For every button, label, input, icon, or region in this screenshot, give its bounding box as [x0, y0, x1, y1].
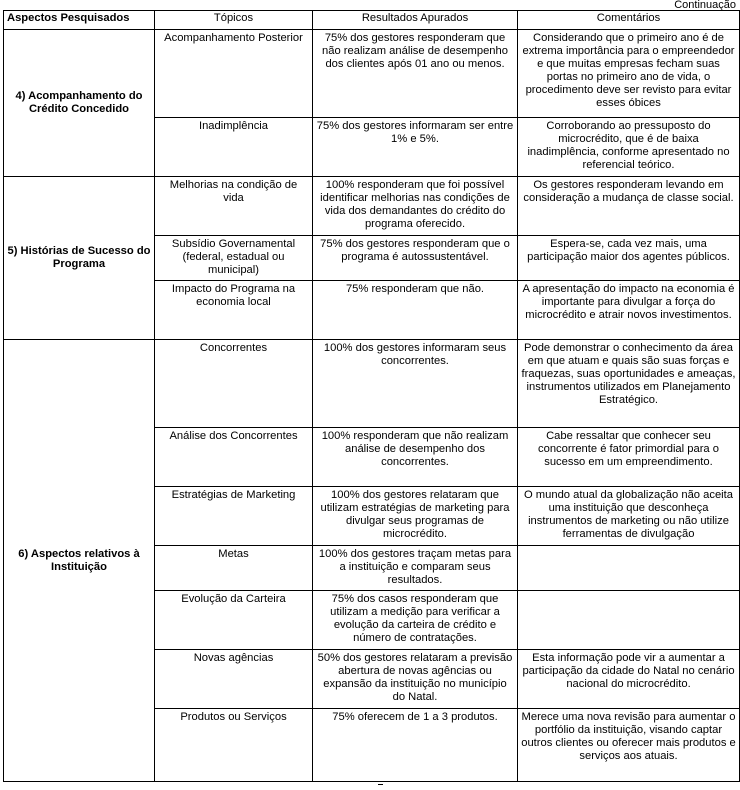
page-edge-mark: [378, 784, 383, 785]
topic-cell: Análise dos Concorrentes: [155, 428, 313, 487]
result-cell: 100% responderam que não realizam análise de desempenho dos concorrentes.: [313, 428, 518, 487]
comment-cell: Os gestores responderam levando em consideração a mudança de classe social.: [518, 177, 740, 236]
result-cell: 75% dos casos responderam que utilizam a medição para verificar a evolução da carteira de crédito e número de contratações.: [313, 591, 518, 650]
comment-cell: [518, 546, 740, 591]
header-aspectos: Aspectos Pesquisados: [4, 11, 155, 30]
topic-cell: Novas agências: [155, 650, 313, 709]
comment-cell: Pode demonstrar o conhecimento da área em que atuam e quais são suas forças e fraquezas, suas oportunidades e ameaças, instrumentos utilizados em Planejamento Estratégico.: [518, 340, 740, 428]
table-header-row: [4, 11, 740, 30]
header-topicos: Tópicos: [155, 11, 313, 30]
header-comentarios: Comentários: [518, 11, 740, 30]
aspect-cell: 6) Aspectos relativos à Instituição: [4, 340, 155, 782]
comment-cell: A apresentação do impacto na economia é importante para divulgar a força do microcrédito e atrair novos investimentos.: [518, 281, 740, 340]
result-cell: 75% oferecem de 1 a 3 produtos.: [313, 709, 518, 782]
table-row: [4, 30, 740, 118]
table-row: [4, 340, 740, 428]
comment-cell: Considerando que o primeiro ano é de extrema importância para o empreendedor e que muitas empresas fecham suas portas no primeiro ano de vida, o procedimento deve ser revisto para evitar esses óbices: [518, 30, 740, 118]
result-cell: 100% responderam que foi possível identificar melhorias nas condições de vida dos demandantes do crédito do programa oferecido.: [313, 177, 518, 236]
continuation-label: Continuação: [674, 0, 736, 11]
comment-cell: Merece uma nova revisão para aumentar o portfólio da instituição, visando captar outros clientes ou oferecer mais produtos e serviços aos atuais.: [518, 709, 740, 782]
topic-cell: Subsídio Governamental (federal, estadual ou municipal): [155, 236, 313, 281]
topic-cell: Acompanhamento Posterior: [155, 30, 313, 118]
result-cell: 100% dos gestores traçam metas para a instituição e comparam seus resultados.: [313, 546, 518, 591]
comment-cell: Cabe ressaltar que conhecer seu concorrente é fator primordial para o sucesso em um empreendimento.: [518, 428, 740, 487]
comment-cell: O mundo atual da globalização não aceita uma instituição que desconheça instrumentos de marketing ou não utilize ferramentas de divulgação: [518, 487, 740, 546]
result-cell: 100% dos gestores relataram que utilizam estratégias de marketing para divulgar seus programas de microcrédito.: [313, 487, 518, 546]
comment-cell: Corroborando ao pressuposto do microcrédito, que é de baixa inadimplência, conforme apresentado no referencial teórico.: [518, 118, 740, 177]
result-cell: 75% dos gestores informaram ser entre 1% e 5%.: [313, 118, 518, 177]
topic-cell: Impacto do Programa na economia local: [155, 281, 313, 340]
header-resultados: Resultados Apurados: [313, 11, 518, 30]
comment-cell: [518, 591, 740, 650]
result-cell: 50% dos gestores relataram a previsão abertura de novas agências ou expansão da instituição no município do Natal.: [313, 650, 518, 709]
topic-cell: Produtos ou Serviços: [155, 709, 313, 782]
topic-cell: Inadimplência: [155, 118, 313, 177]
topic-cell: Concorrentes: [155, 340, 313, 428]
topic-cell: Melhorias na condição de vida: [155, 177, 313, 236]
aspect-cell: 5) Histórias de Sucesso do Programa: [4, 177, 155, 340]
topic-cell: Estratégias de Marketing: [155, 487, 313, 546]
result-cell: 75% dos gestores responderam que o programa é autossustentável.: [313, 236, 518, 281]
result-cell: 75% responderam que não.: [313, 281, 518, 340]
results-table: [3, 10, 740, 782]
comment-cell: Espera-se, cada vez mais, uma participação maior dos agentes públicos.: [518, 236, 740, 281]
comment-cell: Esta informação pode vir a aumentar a participação da cidade do Natal no cenário nacional do microcrédito.: [518, 650, 740, 709]
result-cell: 100% dos gestores informaram seus concorrentes.: [313, 340, 518, 428]
topic-cell: Evolução da Carteira: [155, 591, 313, 650]
aspect-cell: 4) Acompanhamento do Crédito Concedido: [4, 30, 155, 177]
topic-cell: Metas: [155, 546, 313, 591]
table-row: [4, 177, 740, 236]
result-cell: 75% dos gestores responderam que não realizam análise de desempenho dos clientes após 01 ano ou menos.: [313, 30, 518, 118]
